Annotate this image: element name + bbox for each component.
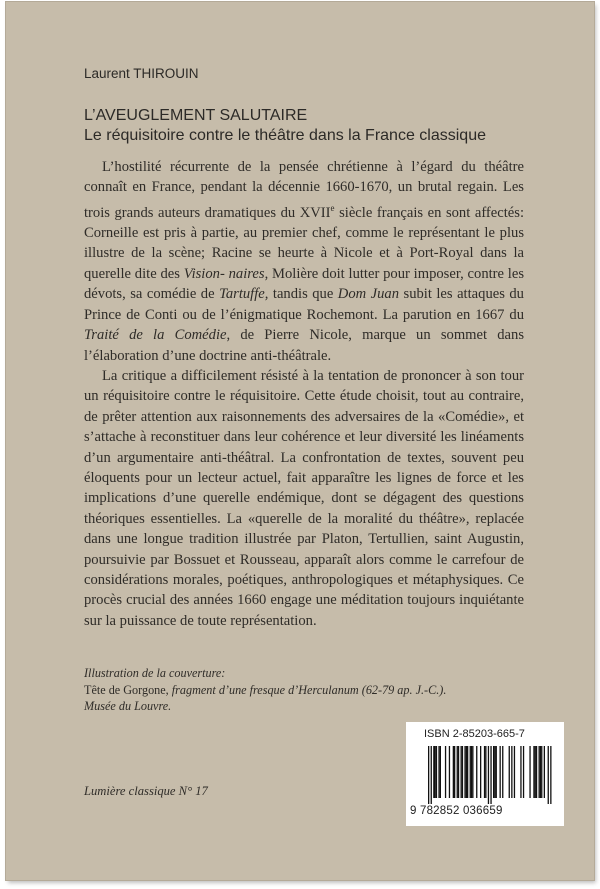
barcode-bar <box>488 746 489 804</box>
blurb-paragraph-1 <box>84 157 524 366</box>
cover-illustration-credit <box>84 665 534 715</box>
ean-number: 9 782852 036659 <box>410 805 503 817</box>
century-superscript: e <box>330 202 335 213</box>
tartuffe-title: Tartuffe, <box>219 286 269 303</box>
barcode-bar <box>550 746 551 804</box>
barcode-bar <box>449 746 450 798</box>
barcode-bar <box>471 746 472 798</box>
isbn-number: ISBN 2-85203-665-7 <box>424 728 525 740</box>
book-title: L’AVEUGLEMENT SALUTAIRE <box>84 107 308 124</box>
barcode-icon <box>420 746 552 804</box>
barcode-bar <box>502 746 503 798</box>
barcode-bar <box>466 746 467 798</box>
barcode-bar <box>544 746 545 798</box>
barcode-bar <box>470 746 471 798</box>
barcode-bar <box>440 746 441 798</box>
barcode-bar <box>548 746 549 804</box>
barcode-bar <box>457 746 458 798</box>
barcode-bar <box>461 746 462 798</box>
barcode-bar <box>454 746 455 798</box>
barcode-bar <box>539 746 540 798</box>
blurb-paragraph-2: La critique a difficilement résisté à la tentation de prononcer à son tour un réquisitoire contre le réquisitoire. Cette étude choisit, tout au contraire, de prêter attention aux raisonnements des adversaires de la «Comédie», et s’attache à reconstituer dans leur cohérence et leur diversité les linéaments d’un argumentaire anti-théâtral. La confrontation de textes, souvent peu éloquents pour un lecteur actuel, fait apparaître les lignes de force et les implications d’une querelle endémique, dont se dégagent des questions théoriques essentielles. La «querelle de la moralité du théâtre», replacée dans une longue tradition illustrée par Platon, Tertullien, saint Augustin, poursuivie par Bossuet et Rousseau, apparaît alors comme le carrefour de considérations morales, poétiques, anthropologiques et métaphysiques. Ce procès crucial des années 1660 engage une méditation toujours inquiétante sur la puissance de toute représentation. <box>84 367 524 629</box>
barcode-bar <box>529 746 530 798</box>
barcode-bar <box>520 746 521 798</box>
barcode-bar <box>445 746 446 798</box>
blurb-p1-text-b: siècle français en sont affectés: Corneille est pris à partie, au premier chef, comme le représentant le plus illustre de la scène; Racine se heurte à Nicole et à Port-Royal dans la querelle dite des <box>84 204 525 282</box>
barcode-bar <box>500 746 501 798</box>
isbn-barcode-label <box>406 722 564 826</box>
illustration-title: Tête de Gorgone, <box>84 682 172 697</box>
barcode-bar <box>428 746 429 804</box>
blurb-p1-text-f: , de Pierre Nicole, marque un sommet dans l’élaboration d’une doctrine anti-théâtrale. <box>84 327 525 364</box>
barcode-bar <box>435 746 436 798</box>
collection-series: Lumière classique N° 17 <box>84 784 208 798</box>
barcode-bar <box>540 746 541 798</box>
blurb-p1-text-e: subit les attaques du Prince de Conti ou de l’énigmatique Rochemont. La parution en 1667 du <box>84 286 524 323</box>
barcode-bar <box>480 746 481 798</box>
barcode-bar <box>511 746 512 798</box>
visionnaires-title-part1: Vision- <box>183 265 225 282</box>
barcode-bar <box>541 746 542 798</box>
barcode-bar <box>533 746 534 798</box>
barcode-bar <box>484 746 485 798</box>
barcode-bar <box>514 746 515 798</box>
book-subtitle: Le réquisitoire contre le théâtre dans la France classique <box>84 127 486 144</box>
barcode-bar <box>436 746 437 798</box>
barcode-bar <box>438 746 439 798</box>
barcode-bar <box>476 746 477 798</box>
barcode-bar <box>433 746 434 798</box>
blurb-p1-text-a: L’hostilité récurrente de la pensée chrétienne à l’égard du théâtre connaît en France, pendant la décennie 1660-1670, un brutal regain. Les trois grands auteurs dramatiques du XVII <box>84 159 524 221</box>
barcode-bar <box>485 746 486 798</box>
illustration-heading: Illustration de la couverture: <box>84 666 226 680</box>
barcode-bar <box>490 746 491 804</box>
dom-juan-title: Dom Juan <box>337 286 400 303</box>
author-name: Laurent THIROUIN <box>84 66 199 81</box>
visionnaires-title-part2: naires <box>228 265 265 282</box>
barcode-bar <box>458 746 459 798</box>
blurb-p1-text-d: tandis que <box>268 286 338 303</box>
barcode-bar <box>462 746 463 798</box>
barcode-bar <box>494 746 495 798</box>
illustration-source: fragment d’une fresque d’Herculanum (62-79 ap. J.-C.). <box>171 682 447 697</box>
barcode-bar <box>493 746 494 798</box>
blurb <box>84 157 524 631</box>
barcode-bar <box>523 746 524 798</box>
barcode-bar <box>472 746 473 798</box>
blurb-p1-text-c: , Molière doit lutter pour imposer, contre les dévots, sa comédie de <box>84 265 525 303</box>
barcode-bar <box>496 746 497 798</box>
traite-title: Traité de la Comédie <box>84 327 227 344</box>
barcode-bar <box>431 746 432 804</box>
barcode-bar <box>467 746 468 798</box>
barcode-bar <box>509 746 510 798</box>
barcode-bar <box>453 746 454 798</box>
barcode-bar <box>464 746 465 798</box>
barcode-bar <box>536 746 537 798</box>
illustration-museum: Musée du Louvre. <box>84 699 172 713</box>
barcode-bar <box>535 746 536 798</box>
